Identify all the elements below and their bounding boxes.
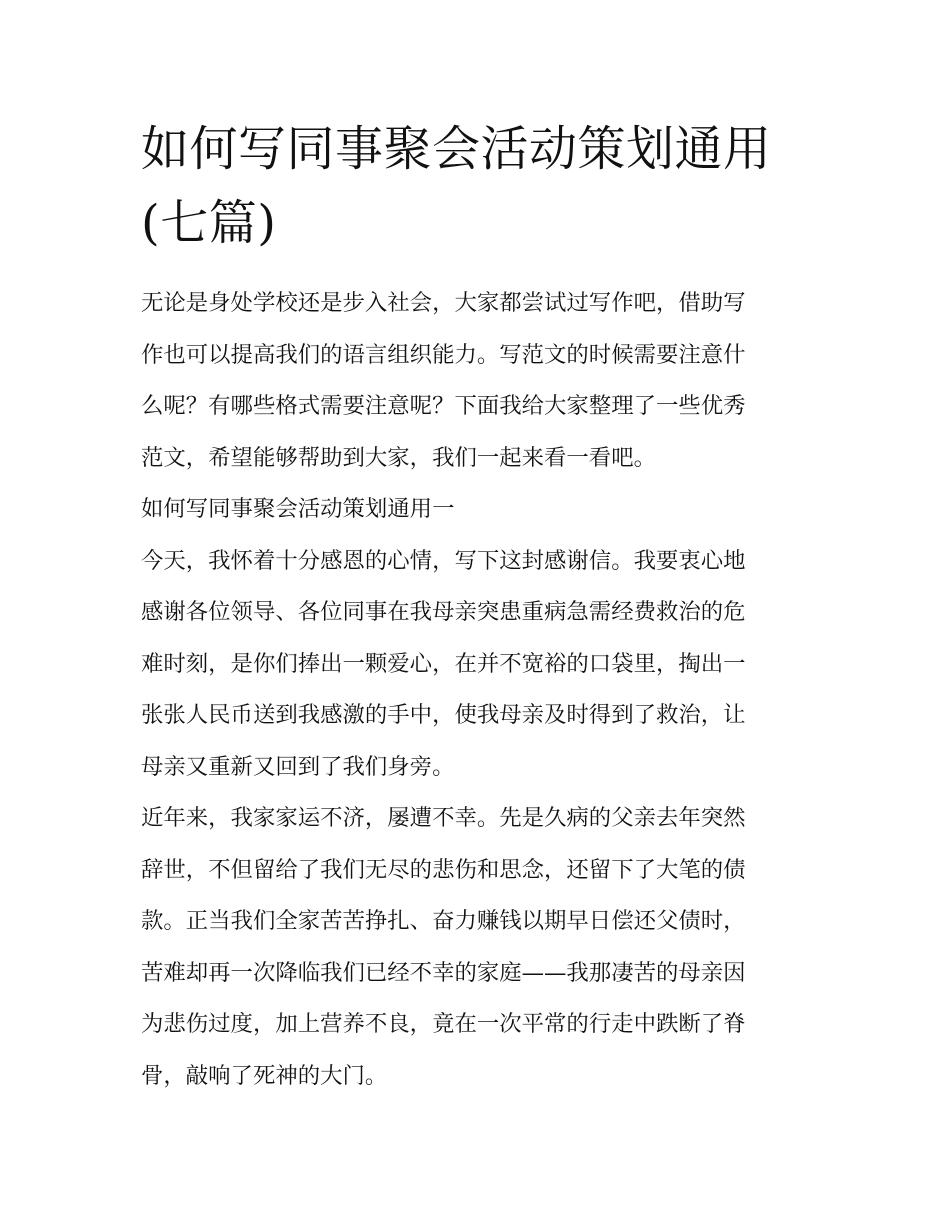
text-line: 近年来，我家家运不济，屡遭不幸。先是久病的父亲去年突然 (141, 805, 746, 831)
body-paragraph-2 (141, 793, 813, 1102)
text-line: 苦难却再一次降临我们已经不幸的家庭——我那凄苦的母亲因 (141, 959, 746, 986)
title-line-2: (七篇) (141, 195, 277, 251)
body-paragraph-1 (141, 536, 813, 794)
text-line: 母亲又重新又回到了我们身旁。 (141, 753, 455, 780)
section-heading (141, 484, 813, 536)
intro-paragraph (141, 278, 813, 484)
section-heading-text: 如何写同事聚会活动策划通用一 (141, 496, 455, 522)
text-line: 为悲伤过度，加上营养不良，竟在一次平常的行走中跌断了脊 (141, 1011, 746, 1037)
text-line: 无论是身处学校还是步入社会，大家都尝试过写作吧，借助写 (141, 290, 746, 316)
document-title (141, 112, 813, 260)
title-line-1: 如何写同事聚会活动策划通用 (141, 121, 772, 177)
document-content (141, 112, 813, 1102)
text-line: 感谢各位领导、各位同事在我母亲突患重病急需经费救治的危 (141, 599, 746, 625)
text-line: 辞世，不但留给了我们无尽的悲伤和思念，还留下了大笔的债 (141, 856, 746, 883)
text-line: 款。正当我们全家苦苦挣扎、奋力赚钱以期早日偿还父债时， (141, 908, 746, 934)
text-line: 范文，希望能够帮助到大家，我们一起来看一看吧。 (141, 444, 656, 471)
text-line: 作也可以提高我们的语言组织能力。写范文的时候需要注意什 (141, 341, 746, 368)
text-line: 么呢？有哪些格式需要注意呢？下面我给大家整理了一些优秀 (141, 393, 746, 419)
text-line: 难时刻，是你们捧出一颗爱心，在并不宽裕的口袋里，掏出一 (141, 650, 746, 677)
text-line: 今天，我怀着十分感恩的心情，写下这封感谢信。我要衷心地 (141, 547, 746, 574)
text-line: 张张人民币送到我感激的手中，使我母亲及时得到了救治，让 (141, 702, 746, 728)
text-line: 骨，敲响了死神的大门。 (141, 1062, 388, 1089)
